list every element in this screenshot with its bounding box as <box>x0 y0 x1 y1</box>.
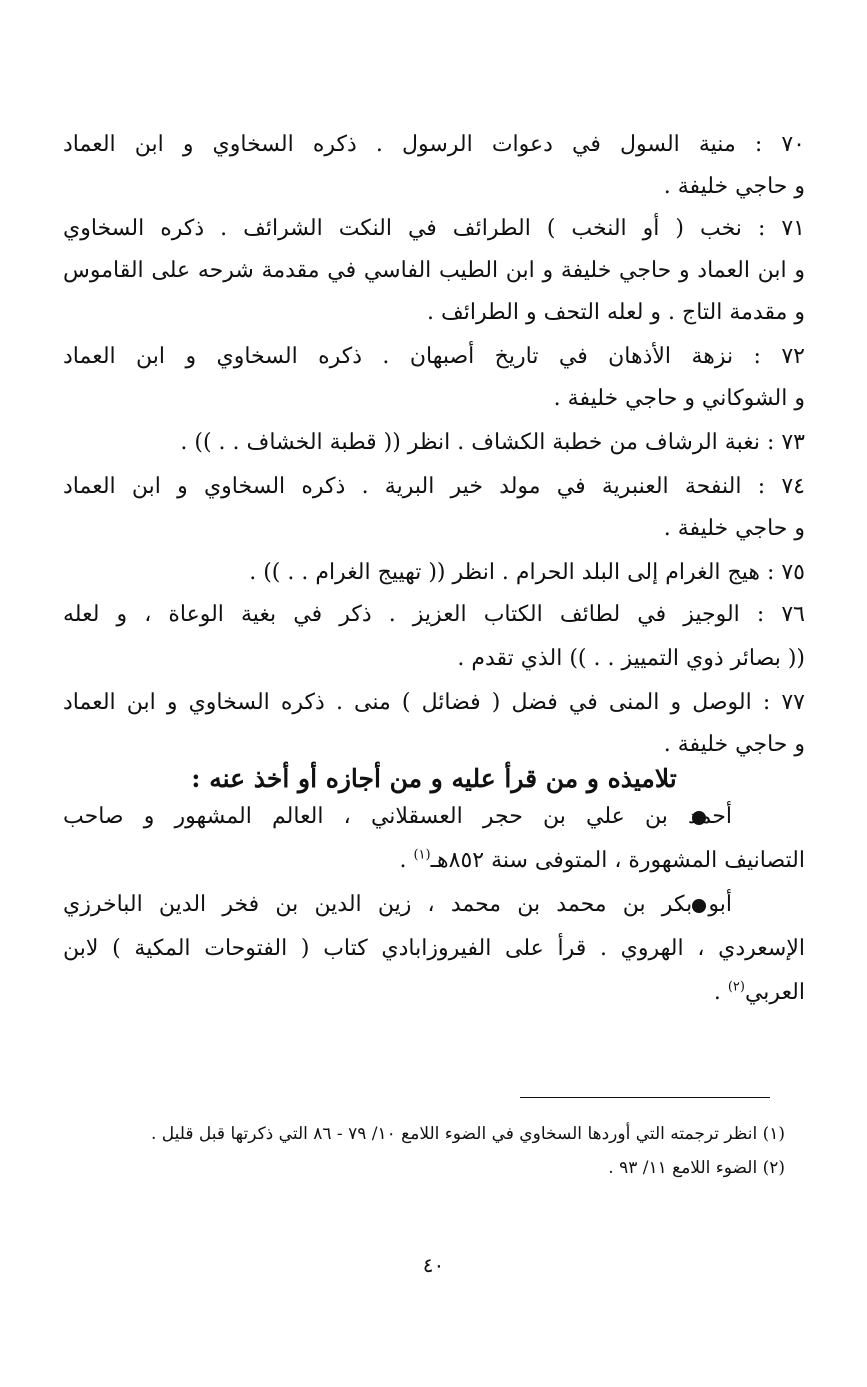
entry-71-line-2: و ابن العماد و حاجي خليفة و ابن الطيب الفاسي في مقدمة شرحه على القاموس <box>63 258 805 283</box>
student-2-line-2: الإسعردي ، الهروي . قرأ على الفيروزابادي كتاب ( الفتوحات المكية ) لابن <box>63 936 805 961</box>
student-1-line-2: التصانيف المشهورة ، المتوفى سنة ٨٥٢هـ$^{(١)}$ . <box>399 847 805 873</box>
student-2-line-1: أبو بكر بن محمد بن محمد ، زين الدين بن فخر الدين الباخرزي <box>63 892 732 917</box>
footnote-separator <box>520 1097 770 1098</box>
entry-75-line-1: ٧٥ : هيج الغرام إلى البلد الحرام . انظر (( تهييج الغرام . . )) . <box>249 560 805 585</box>
footnote-1: (١) انظر ترجمته التي أوردها السخاوي في الضوء اللامع ١٠/ ٧٩ - ٨٦ التي ذكرتها قبل قليل . <box>150 1124 785 1144</box>
entry-77-line-1: ٧٧ : الوصل و المنى في فضل ( فضائل ) منى . ذكره السخاوي و ابن العماد <box>63 690 805 715</box>
entry-76-line-2: (( بصائر ذوي التمييز . . )) الذي تقدم . <box>457 646 805 671</box>
entry-73-line-1: ٧٣ : نغبة الرشاف من خطبة الكشاف . انظر (( قطبة الخشاف . . )) . <box>180 430 805 455</box>
entry-71-line-1: ٧١ : نخب ( أو النخب ) الطرائف في النكت الشرائف . ذكره السخاوي <box>63 216 805 241</box>
page-number: ٤٠ <box>422 1253 445 1277</box>
footnote-mark-1: (١) <box>413 847 431 863</box>
footnote-2: (٢) الضوء اللامع ١١/ ٩٣ . <box>608 1158 785 1178</box>
entry-74-line-1: ٧٤ : النفحة العنبرية في مولد خير البرية . ذكره السخاوي و ابن العماد <box>63 474 805 499</box>
entry-74-line-2: و حاجي خليفة . <box>663 516 805 541</box>
section-heading-students: تلاميذه و من قرأ عليه و من أجازه أو أخذ عنه : <box>191 764 677 793</box>
student-1-line-1: أحمد بن علي بن حجر العسقلاني ، العالم المشهور و صاحب <box>63 804 732 829</box>
entry-72-line-1: ٧٢ : نزهة الأذهان في تاريخ أصبهان . ذكره السخاوي و ابن العماد <box>63 344 805 369</box>
entry-72-line-2: و الشوكاني و حاجي خليفة . <box>553 386 805 411</box>
student-2-line-3: العربي$^{(٢)}$ . <box>713 979 805 1005</box>
entry-70-line-2: و حاجي خليفة . <box>663 174 805 199</box>
student-1-text: التصانيف المشهورة ، المتوفى سنة ٨٥٢هـ <box>430 848 805 873</box>
entry-70-line-1: ٧٠ : منية السول في دعوات الرسول . ذكره السخاوي و ابن العماد <box>63 132 805 157</box>
student-2-text: العربي <box>744 980 805 1005</box>
entry-77-line-2: و حاجي خليفة . <box>663 732 805 757</box>
entry-76-line-1: ٧٦ : الوجيز في لطائف الكتاب العزيز . ذكر في بغية الوعاة ، و لعله <box>63 602 805 627</box>
footnote-mark-2: (٢) <box>727 979 745 995</box>
entry-71-line-3: و مقدمة التاج . و لعله التحف و الطرائف . <box>426 300 805 325</box>
